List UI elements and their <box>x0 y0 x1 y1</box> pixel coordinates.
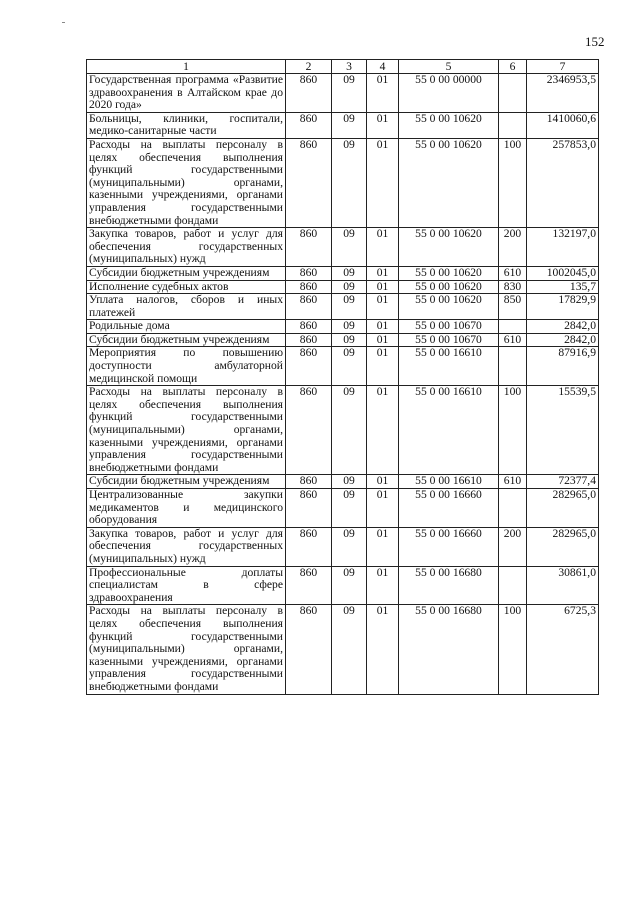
column-header: 1 <box>87 60 286 74</box>
subsection-code-cell: 01 <box>367 347 399 386</box>
table-row <box>87 228 599 267</box>
ministry-code-cell: 860 <box>286 228 332 267</box>
table-row <box>87 280 599 294</box>
expense-type-cell: 610 <box>499 266 527 280</box>
section-code-cell: 09 <box>332 605 367 694</box>
row-name-cell: Мероприятия по повышению доступности амбулаторной медицинской помощи <box>87 347 286 386</box>
ministry-code-cell: 860 <box>286 527 332 566</box>
amount-cell: 2346953,5 <box>527 74 599 113</box>
subsection-code-cell: 01 <box>367 280 399 294</box>
ministry-code-cell: 860 <box>286 112 332 138</box>
row-name-cell: Больницы, клиники, госпитали, медико-санитарные части <box>87 112 286 138</box>
amount-cell: 87916,9 <box>527 347 599 386</box>
ministry-code-cell: 860 <box>286 333 332 347</box>
expense-type-cell <box>499 320 527 334</box>
target-article-cell: 55 0 00 10620 <box>399 138 499 227</box>
section-code-cell: 09 <box>332 475 367 489</box>
table-row <box>87 294 599 320</box>
table-header-row <box>87 60 599 74</box>
subsection-code-cell: 01 <box>367 605 399 694</box>
amount-cell: 6725,3 <box>527 605 599 694</box>
expense-type-cell: 610 <box>499 333 527 347</box>
subsection-code-cell: 01 <box>367 489 399 528</box>
table-row <box>87 605 599 694</box>
target-article-cell: 55 0 00 16680 <box>399 566 499 605</box>
subsection-code-cell: 01 <box>367 333 399 347</box>
target-article-cell: 55 0 00 16660 <box>399 489 499 528</box>
row-name-cell: Исполнение судебных актов <box>87 280 286 294</box>
subsection-code-cell: 01 <box>367 294 399 320</box>
expense-type-cell: 200 <box>499 527 527 566</box>
subsection-code-cell: 01 <box>367 112 399 138</box>
table-row <box>87 112 599 138</box>
section-code-cell: 09 <box>332 347 367 386</box>
target-article-cell: 55 0 00 10620 <box>399 112 499 138</box>
expense-type-cell <box>499 566 527 605</box>
column-header: 7 <box>527 60 599 74</box>
target-article-cell: 55 0 00 10670 <box>399 333 499 347</box>
expense-type-cell <box>499 112 527 138</box>
amount-cell: 30861,0 <box>527 566 599 605</box>
row-name-cell: Профессиональные доплаты специалистам в сфере здравоохранения <box>87 566 286 605</box>
expense-type-cell: 200 <box>499 228 527 267</box>
expense-type-cell: 100 <box>499 605 527 694</box>
row-name-cell: Закупка товаров, работ и услуг для обеспечения государственных (муниципальных) нужд <box>87 527 286 566</box>
scan-mark <box>62 22 65 23</box>
ministry-code-cell: 860 <box>286 566 332 605</box>
amount-cell: 1002045,0 <box>527 266 599 280</box>
section-code-cell: 09 <box>332 74 367 113</box>
table-row <box>87 138 599 227</box>
section-code-cell: 09 <box>332 138 367 227</box>
table-row <box>87 266 599 280</box>
column-header: 2 <box>286 60 332 74</box>
budget-table <box>86 59 599 695</box>
row-name-cell: Расходы на выплаты персоналу в целях обеспечения выполнения функций государственными (муниципальными) органами, казенными учреждениями, органами управления государственными внебюджетными фондами <box>87 138 286 227</box>
target-article-cell: 55 0 00 16680 <box>399 605 499 694</box>
expense-type-cell <box>499 347 527 386</box>
target-article-cell: 55 0 00 16660 <box>399 527 499 566</box>
row-name-cell: Субсидии бюджетным учреждениям <box>87 266 286 280</box>
expense-type-cell: 100 <box>499 386 527 475</box>
expense-type-cell: 100 <box>499 138 527 227</box>
target-article-cell: 55 0 00 10620 <box>399 294 499 320</box>
subsection-code-cell: 01 <box>367 74 399 113</box>
column-header: 4 <box>367 60 399 74</box>
table-row <box>87 74 599 113</box>
amount-cell: 72377,4 <box>527 475 599 489</box>
amount-cell: 282965,0 <box>527 489 599 528</box>
expense-type-cell: 850 <box>499 294 527 320</box>
table-row <box>87 347 599 386</box>
expense-type-cell: 610 <box>499 475 527 489</box>
ministry-code-cell: 860 <box>286 294 332 320</box>
ministry-code-cell: 860 <box>286 347 332 386</box>
subsection-code-cell: 01 <box>367 138 399 227</box>
section-code-cell: 09 <box>332 294 367 320</box>
row-name-cell: Родильные дома <box>87 320 286 334</box>
amount-cell: 135,7 <box>527 280 599 294</box>
row-name-cell: Субсидии бюджетным учреждениям <box>87 475 286 489</box>
section-code-cell: 09 <box>332 280 367 294</box>
subsection-code-cell: 01 <box>367 475 399 489</box>
section-code-cell: 09 <box>332 489 367 528</box>
amount-cell: 132197,0 <box>527 228 599 267</box>
table-row <box>87 489 599 528</box>
table-row <box>87 527 599 566</box>
expense-type-cell <box>499 74 527 113</box>
ministry-code-cell: 860 <box>286 320 332 334</box>
target-article-cell: 55 0 00 16610 <box>399 475 499 489</box>
target-article-cell: 55 0 00 10620 <box>399 266 499 280</box>
row-name-cell: Централизованные закупки медикаментов и медицинского оборудования <box>87 489 286 528</box>
ministry-code-cell: 860 <box>286 266 332 280</box>
section-code-cell: 09 <box>332 112 367 138</box>
row-name-cell: Расходы на выплаты персоналу в целях обеспечения выполнения функций государственными (муниципальными) органами, казенными учреждениями, органами управления государственными внебюджетными фондами <box>87 605 286 694</box>
amount-cell: 282965,0 <box>527 527 599 566</box>
row-name-cell: Закупка товаров, работ и услуг для обеспечения государственных (муниципальных) нужд <box>87 228 286 267</box>
target-article-cell: 55 0 00 10670 <box>399 320 499 334</box>
target-article-cell: 55 0 00 10620 <box>399 228 499 267</box>
table-row <box>87 333 599 347</box>
ministry-code-cell: 860 <box>286 605 332 694</box>
column-header: 6 <box>499 60 527 74</box>
expense-type-cell <box>499 489 527 528</box>
section-code-cell: 09 <box>332 320 367 334</box>
section-code-cell: 09 <box>332 266 367 280</box>
table-row <box>87 475 599 489</box>
amount-cell: 2842,0 <box>527 333 599 347</box>
amount-cell: 17829,9 <box>527 294 599 320</box>
expense-type-cell: 830 <box>499 280 527 294</box>
subsection-code-cell: 01 <box>367 386 399 475</box>
ministry-code-cell: 860 <box>286 386 332 475</box>
amount-cell: 2842,0 <box>527 320 599 334</box>
subsection-code-cell: 01 <box>367 228 399 267</box>
subsection-code-cell: 01 <box>367 266 399 280</box>
target-article-cell: 55 0 00 16610 <box>399 386 499 475</box>
table-row <box>87 386 599 475</box>
amount-cell: 257853,0 <box>527 138 599 227</box>
table-row <box>87 320 599 334</box>
row-name-cell: Уплата налогов, сборов и иных платежей <box>87 294 286 320</box>
amount-cell: 1410060,6 <box>527 112 599 138</box>
target-article-cell: 55 0 00 10620 <box>399 280 499 294</box>
amount-cell: 15539,5 <box>527 386 599 475</box>
ministry-code-cell: 860 <box>286 489 332 528</box>
ministry-code-cell: 860 <box>286 280 332 294</box>
column-header: 3 <box>332 60 367 74</box>
table-body <box>87 60 599 695</box>
subsection-code-cell: 01 <box>367 320 399 334</box>
section-code-cell: 09 <box>332 527 367 566</box>
subsection-code-cell: 01 <box>367 566 399 605</box>
subsection-code-cell: 01 <box>367 527 399 566</box>
ministry-code-cell: 860 <box>286 475 332 489</box>
target-article-cell: 55 0 00 16610 <box>399 347 499 386</box>
row-name-cell: Субсидии бюджетным учреждениям <box>87 333 286 347</box>
section-code-cell: 09 <box>332 333 367 347</box>
row-name-cell: Государственная программа «Развитие здравоохранения в Алтайском крае до 2020 года» <box>87 74 286 113</box>
section-code-cell: 09 <box>332 228 367 267</box>
row-name-cell: Расходы на выплаты персоналу в целях обеспечения выполнения функций государственными (муниципальными) органами, казенными учреждениями, органами управления государственными внебюджетными фондами <box>87 386 286 475</box>
target-article-cell: 55 0 00 00000 <box>399 74 499 113</box>
ministry-code-cell: 860 <box>286 138 332 227</box>
section-code-cell: 09 <box>332 386 367 475</box>
page-number: 152 <box>585 34 605 49</box>
column-header: 5 <box>399 60 499 74</box>
table-row <box>87 566 599 605</box>
ministry-code-cell: 860 <box>286 74 332 113</box>
section-code-cell: 09 <box>332 566 367 605</box>
